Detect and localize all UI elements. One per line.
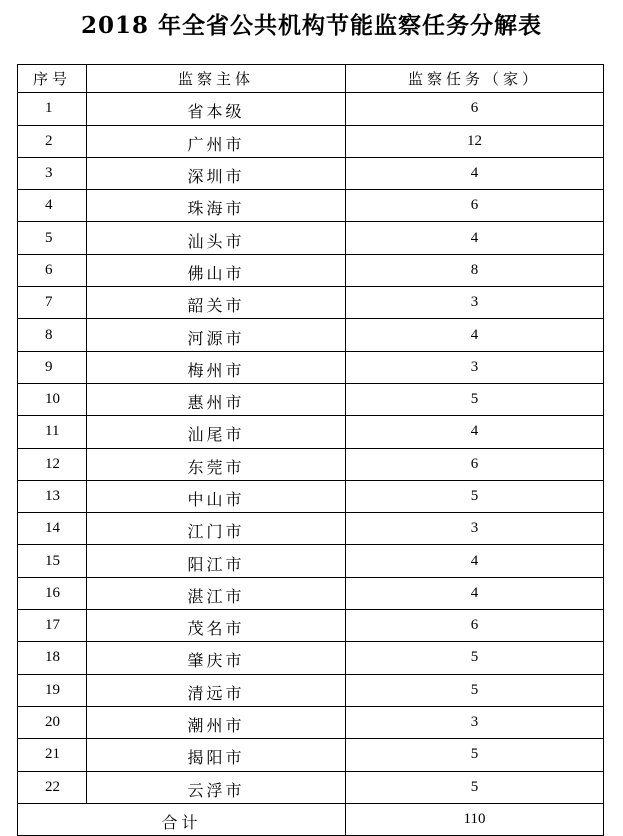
row-subject: 茂名市 <box>87 610 346 642</box>
row-task: 4 <box>346 319 604 351</box>
task-table <box>17 64 604 836</box>
row-subject: 珠海市 <box>87 190 346 222</box>
total-value: 110 <box>346 803 604 835</box>
row-subject: 湛江市 <box>87 577 346 609</box>
row-task: 5 <box>346 771 604 803</box>
table-row <box>18 513 604 545</box>
row-subject: 清远市 <box>87 674 346 706</box>
table-row <box>18 706 604 738</box>
row-task: 5 <box>346 383 604 415</box>
row-seq: 19 <box>18 674 87 706</box>
table-row <box>18 448 604 480</box>
row-seq: 11 <box>18 416 87 448</box>
table-row <box>18 383 604 415</box>
table-row <box>18 577 604 609</box>
table-row <box>18 190 604 222</box>
row-seq: 15 <box>18 545 87 577</box>
row-seq: 9 <box>18 351 87 383</box>
page-title: 2018 年全省公共机构节能监察任务分解表 <box>80 12 543 39</box>
row-task: 5 <box>346 480 604 512</box>
row-task: 3 <box>346 351 604 383</box>
table-row <box>18 739 604 771</box>
table-row <box>18 610 604 642</box>
table-row <box>18 319 604 351</box>
row-task: 6 <box>346 448 604 480</box>
table-row <box>18 480 604 512</box>
table-row <box>18 125 604 157</box>
row-subject: 云浮市 <box>87 771 346 803</box>
row-task: 4 <box>346 545 604 577</box>
table-row <box>18 157 604 189</box>
table-row <box>18 351 604 383</box>
row-subject: 韶关市 <box>87 287 346 319</box>
row-subject: 潮州市 <box>87 706 346 738</box>
row-task: 4 <box>346 416 604 448</box>
header-row <box>18 65 604 93</box>
row-seq: 4 <box>18 190 87 222</box>
row-task: 4 <box>346 222 604 254</box>
row-task: 8 <box>346 254 604 286</box>
row-seq: 8 <box>18 319 87 351</box>
row-seq: 7 <box>18 287 87 319</box>
row-seq: 6 <box>18 254 87 286</box>
table-row <box>18 93 604 125</box>
table-row <box>18 416 604 448</box>
row-seq: 3 <box>18 157 87 189</box>
row-seq: 16 <box>18 577 87 609</box>
row-subject: 中山市 <box>87 480 346 512</box>
table-row <box>18 222 604 254</box>
row-task: 5 <box>346 674 604 706</box>
row-seq: 22 <box>18 771 87 803</box>
row-seq: 10 <box>18 383 87 415</box>
row-task: 4 <box>346 577 604 609</box>
row-task: 5 <box>346 642 604 674</box>
row-subject: 阳江市 <box>87 545 346 577</box>
row-seq: 5 <box>18 222 87 254</box>
row-task: 6 <box>346 93 604 125</box>
row-subject: 广州市 <box>87 125 346 157</box>
row-subject: 惠州市 <box>87 383 346 415</box>
row-subject: 江门市 <box>87 513 346 545</box>
row-task: 12 <box>346 125 604 157</box>
row-task: 3 <box>346 287 604 319</box>
row-task: 3 <box>346 706 604 738</box>
row-subject: 汕头市 <box>87 222 346 254</box>
table-row <box>18 642 604 674</box>
row-seq: 1 <box>18 93 87 125</box>
row-subject: 深圳市 <box>87 157 346 189</box>
row-seq: 21 <box>18 739 87 771</box>
total-row <box>18 803 604 835</box>
table-row <box>18 674 604 706</box>
row-seq: 12 <box>18 448 87 480</box>
table-row <box>18 545 604 577</box>
row-subject: 揭阳市 <box>87 739 346 771</box>
row-subject: 梅州市 <box>87 351 346 383</box>
row-subject: 肇庆市 <box>87 642 346 674</box>
header-subject: 监察主体 <box>87 65 346 93</box>
row-seq: 17 <box>18 610 87 642</box>
row-task: 6 <box>346 610 604 642</box>
table-row <box>18 771 604 803</box>
row-task: 4 <box>346 157 604 189</box>
total-label: 合计 <box>18 803 346 835</box>
row-seq: 20 <box>18 706 87 738</box>
table-body <box>18 93 604 804</box>
row-task: 6 <box>346 190 604 222</box>
row-seq: 13 <box>18 480 87 512</box>
row-subject: 省本级 <box>87 93 346 125</box>
row-seq: 14 <box>18 513 87 545</box>
row-subject: 汕尾市 <box>87 416 346 448</box>
row-subject: 佛山市 <box>87 254 346 286</box>
row-subject: 东莞市 <box>87 448 346 480</box>
header-task: 监察任务（家） <box>346 65 604 93</box>
row-seq: 18 <box>18 642 87 674</box>
table-row <box>18 254 604 286</box>
header-seq: 序号 <box>18 65 87 93</box>
row-task: 3 <box>346 513 604 545</box>
row-seq: 2 <box>18 125 87 157</box>
row-task: 5 <box>346 739 604 771</box>
row-subject: 河源市 <box>87 319 346 351</box>
table-row <box>18 287 604 319</box>
